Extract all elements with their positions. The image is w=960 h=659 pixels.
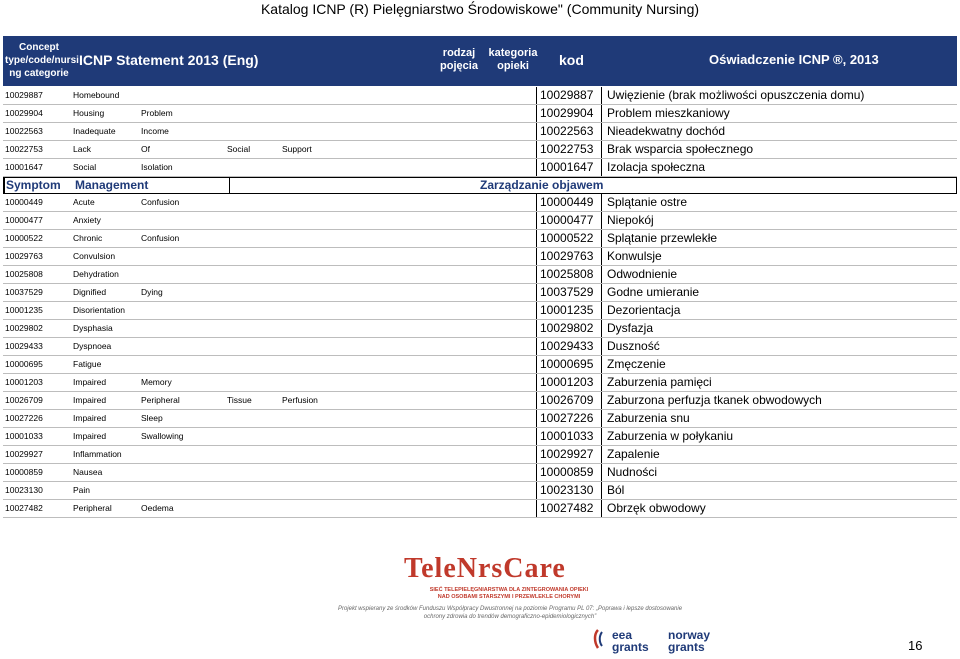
- term-word-1: Acute: [73, 197, 95, 207]
- term-word-2: Confusion: [141, 233, 180, 243]
- concept-code: 10001203: [5, 377, 43, 387]
- table-row: [3, 464, 957, 482]
- kod-cell: 10029927: [536, 446, 602, 463]
- project-description-line1: Projekt wspierany ze środków Funduszu Współpracy Dwustronnej na poziomie Programu PL 07: „Poprawa i lepsze dostosowanie: [337, 606, 683, 612]
- term-word-1: Fatigue: [73, 359, 102, 369]
- polish-statement: Konwulsje: [607, 249, 662, 263]
- kod-cell: 10023130: [536, 482, 602, 499]
- table-row: [3, 123, 957, 141]
- polish-statement: Zaburzenia pamięci: [607, 375, 712, 389]
- header-rodzaj-line1: rodzaj: [442, 47, 476, 59]
- term-word-1: Pain: [73, 485, 91, 495]
- term-word-4: Perfusion: [282, 395, 318, 405]
- table-row: [3, 194, 957, 212]
- polish-statement: Dysfazja: [607, 321, 654, 335]
- kod-cell: 10000449: [536, 194, 602, 211]
- icnp-table: [3, 87, 957, 518]
- polish-statement: Zaburzenia snu: [607, 411, 690, 425]
- term-word-2: Sleep: [141, 413, 163, 423]
- kod-cell: 10026709: [536, 392, 602, 409]
- term-word-1: Homebound: [73, 90, 120, 100]
- kod-cell: 10001033: [536, 428, 602, 445]
- term-word-2: Problem: [141, 108, 173, 118]
- concept-code: 10000695: [5, 359, 43, 369]
- polish-statement: Zapalenie: [607, 447, 660, 461]
- page-title: Katalog ICNP (R) Pielęgniarstwo Środowiskowe" (Community Nursing): [260, 1, 700, 17]
- concept-code: 10000477: [5, 215, 43, 225]
- term-word-1: Impaired: [73, 395, 107, 405]
- concept-code: 10029763: [5, 251, 43, 261]
- table-row: [3, 302, 957, 320]
- concept-code: 10001235: [5, 305, 43, 315]
- term-word-2: Of: [141, 144, 150, 154]
- kod-cell: 10029904: [536, 105, 602, 122]
- concept-code: 10037529: [5, 287, 43, 297]
- term-word-2: Dying: [141, 287, 163, 297]
- polish-statement: Obrzęk obwodowy: [607, 501, 706, 515]
- kod-cell: 10029433: [536, 338, 602, 355]
- concept-code: 10000522: [5, 233, 43, 243]
- table-header: [3, 36, 957, 86]
- table-row: [3, 428, 957, 446]
- header-kategoria-line2: opieki: [497, 60, 529, 72]
- section-management: Management: [75, 178, 149, 192]
- term-word-1: Impaired: [73, 431, 107, 441]
- kod-cell: 10000477: [536, 212, 602, 229]
- table-row: [3, 482, 957, 500]
- concept-code: 10029927: [5, 449, 43, 459]
- kod-cell: 10025808: [536, 266, 602, 283]
- table-row: [3, 446, 957, 464]
- table-row: [3, 356, 957, 374]
- concept-code: 10026709: [5, 395, 43, 405]
- table-row: [3, 141, 957, 159]
- term-word-2: Oedema: [141, 503, 174, 513]
- header-oswiadczenie: Oświadczenie ICNP ®, 2013: [709, 52, 879, 67]
- term-word-1: Nausea: [73, 467, 103, 477]
- polish-statement: Dezorientacja: [607, 303, 681, 317]
- rows-bottom: [3, 194, 957, 518]
- polish-statement: Ból: [607, 483, 625, 497]
- section-symptom: Symptom: [6, 178, 61, 192]
- table-row: [3, 248, 957, 266]
- term-word-1: Lack: [73, 144, 91, 154]
- rows-top: [3, 87, 957, 177]
- logo-subtitle: [394, 587, 624, 601]
- polish-statement: Izolacja społeczna: [607, 160, 706, 174]
- polish-statement: Duszność: [607, 339, 660, 353]
- concept-code: 10023130: [5, 485, 43, 495]
- telenrscare-logo: TeleNrsCare: [404, 553, 566, 584]
- polish-statement: Uwięzienie (brak możliwości opuszczenia domu): [607, 88, 865, 102]
- table-row: [3, 159, 957, 177]
- concept-code: 10025808: [5, 269, 43, 279]
- term-word-2: Memory: [141, 377, 172, 387]
- kod-cell: 10029887: [536, 87, 602, 104]
- table-row: [3, 284, 957, 302]
- concept-code: 10027226: [5, 413, 43, 423]
- eea-grants-text: eea grants: [612, 628, 649, 654]
- header-kod: kod: [559, 52, 584, 68]
- concept-code: 10027482: [5, 503, 43, 513]
- kod-cell: 10001203: [536, 374, 602, 391]
- section-row: [3, 177, 957, 194]
- table-row: [3, 374, 957, 392]
- term-word-1: Convulsion: [73, 251, 116, 261]
- term-word-1: Dyspnoea: [73, 341, 112, 351]
- term-word-1: Dignified: [73, 287, 107, 297]
- term-word-2: Confusion: [141, 197, 180, 207]
- concept-code: 10029802: [5, 323, 43, 333]
- header-rodzaj: [439, 47, 479, 73]
- concept-code: 10001647: [5, 162, 43, 172]
- footer-logos: [337, 553, 711, 658]
- term-word-1: Dehydration: [73, 269, 119, 279]
- header-concept-line3: ng categorie: [9, 68, 69, 79]
- table-row: [3, 392, 957, 410]
- norway-grants-text: norway grants: [668, 628, 711, 654]
- polish-statement: Zaburzenia w połykaniu: [607, 429, 734, 443]
- term-word-1: Housing: [73, 108, 105, 118]
- polish-statement: Nieadekwatny dochód: [607, 124, 726, 138]
- term-word-1: Inflammation: [73, 449, 122, 459]
- kod-cell: 10027482: [536, 500, 602, 517]
- concept-code: 10029887: [5, 90, 43, 100]
- kod-cell: 10029763: [536, 248, 602, 265]
- kod-cell: 10001235: [536, 302, 602, 319]
- page-number: 16: [908, 638, 923, 653]
- concept-code: 10022563: [5, 126, 43, 136]
- kod-cell: 10001647: [536, 159, 602, 176]
- concept-code: 10001033: [5, 431, 43, 441]
- table-row: [3, 338, 957, 356]
- concept-code: 10022753: [5, 144, 43, 154]
- term-word-4: Support: [282, 144, 312, 154]
- project-description-line2: ochrony zdrowia do trendów demograficzno-epidemiologicznych”: [423, 614, 597, 620]
- polish-statement: Godne umieranie: [607, 285, 700, 299]
- table-row: [3, 105, 957, 123]
- table-row: [3, 230, 957, 248]
- kod-cell: 10000522: [536, 230, 602, 247]
- kod-cell: 10037529: [536, 284, 602, 301]
- table-row: [3, 212, 957, 230]
- term-word-1: Disorientation: [73, 305, 125, 315]
- table-row: [3, 266, 957, 284]
- header-concept-line2: type/code/nursi: [5, 55, 79, 66]
- kod-cell: 10000695: [536, 356, 602, 373]
- polish-statement: Problem mieszkaniowy: [607, 106, 730, 120]
- term-word-1: Impaired: [73, 413, 107, 423]
- kod-cell: 10000859: [536, 464, 602, 481]
- term-word-1: Dysphasia: [73, 323, 113, 333]
- header-concept: [5, 41, 79, 80]
- term-word-2: Peripheral: [141, 395, 180, 405]
- table-row: [3, 410, 957, 428]
- header-kategoria-line1: kategoria: [488, 47, 538, 59]
- polish-statement: Odwodnienie: [607, 267, 678, 281]
- term-word-2: Income: [141, 126, 169, 136]
- logo-subtitle-line2: NAD OSOBAMI STARSZYMI I PRZEWLEKLE CHORYMI: [437, 594, 581, 600]
- polish-statement: Splątanie ostre: [607, 195, 688, 209]
- kod-cell: 10022563: [536, 123, 602, 140]
- polish-statement: Niepokój: [607, 213, 654, 227]
- term-word-1: Anxiety: [73, 215, 101, 225]
- header-kategoria: [485, 47, 541, 73]
- header-rodzaj-line2: pojęcia: [440, 60, 478, 72]
- polish-statement: Zaburzona perfuzja tkanek obwodowych: [607, 393, 822, 407]
- polish-statement: Brak wsparcia społecznego: [607, 142, 754, 156]
- concept-code: 10000859: [5, 467, 43, 477]
- term-word-2: Isolation: [141, 162, 173, 172]
- concept-code: 10029904: [5, 108, 43, 118]
- term-word-2: Swallowing: [141, 431, 184, 441]
- term-word-1: Impaired: [73, 377, 107, 387]
- term-word-1: Chronic: [73, 233, 103, 243]
- logo-subtitle-line1: SIEĆ TELEPIELĘGNIARSTWA DLA ZINTEGROWANIA OPIEKI: [429, 587, 589, 593]
- polish-statement: Splątanie przewlekłe: [607, 231, 718, 245]
- kod-cell: 10029802: [536, 320, 602, 337]
- kod-cell: 10027226: [536, 410, 602, 427]
- table-row: [3, 87, 957, 105]
- term-word-3: Social: [227, 144, 251, 154]
- table-row: [3, 500, 957, 518]
- header-statement: ICNP Statement 2013 (Eng): [79, 52, 259, 68]
- section-zarzadzanie: Zarządzanie objawem: [480, 178, 604, 192]
- term-word-1: Social: [73, 162, 97, 172]
- polish-statement: Zmęczenie: [607, 357, 666, 371]
- kod-cell: 10022753: [536, 141, 602, 158]
- project-description: [240, 605, 780, 621]
- polish-statement: Nudności: [607, 465, 658, 479]
- term-word-3: Tissue: [227, 395, 252, 405]
- term-word-1: Peripheral: [73, 503, 112, 513]
- header-concept-line1: Concept: [19, 42, 59, 53]
- term-word-1: Inadequate: [73, 126, 116, 136]
- concept-code: 10000449: [5, 197, 43, 207]
- concept-code: 10029433: [5, 341, 43, 351]
- table-row: [3, 320, 957, 338]
